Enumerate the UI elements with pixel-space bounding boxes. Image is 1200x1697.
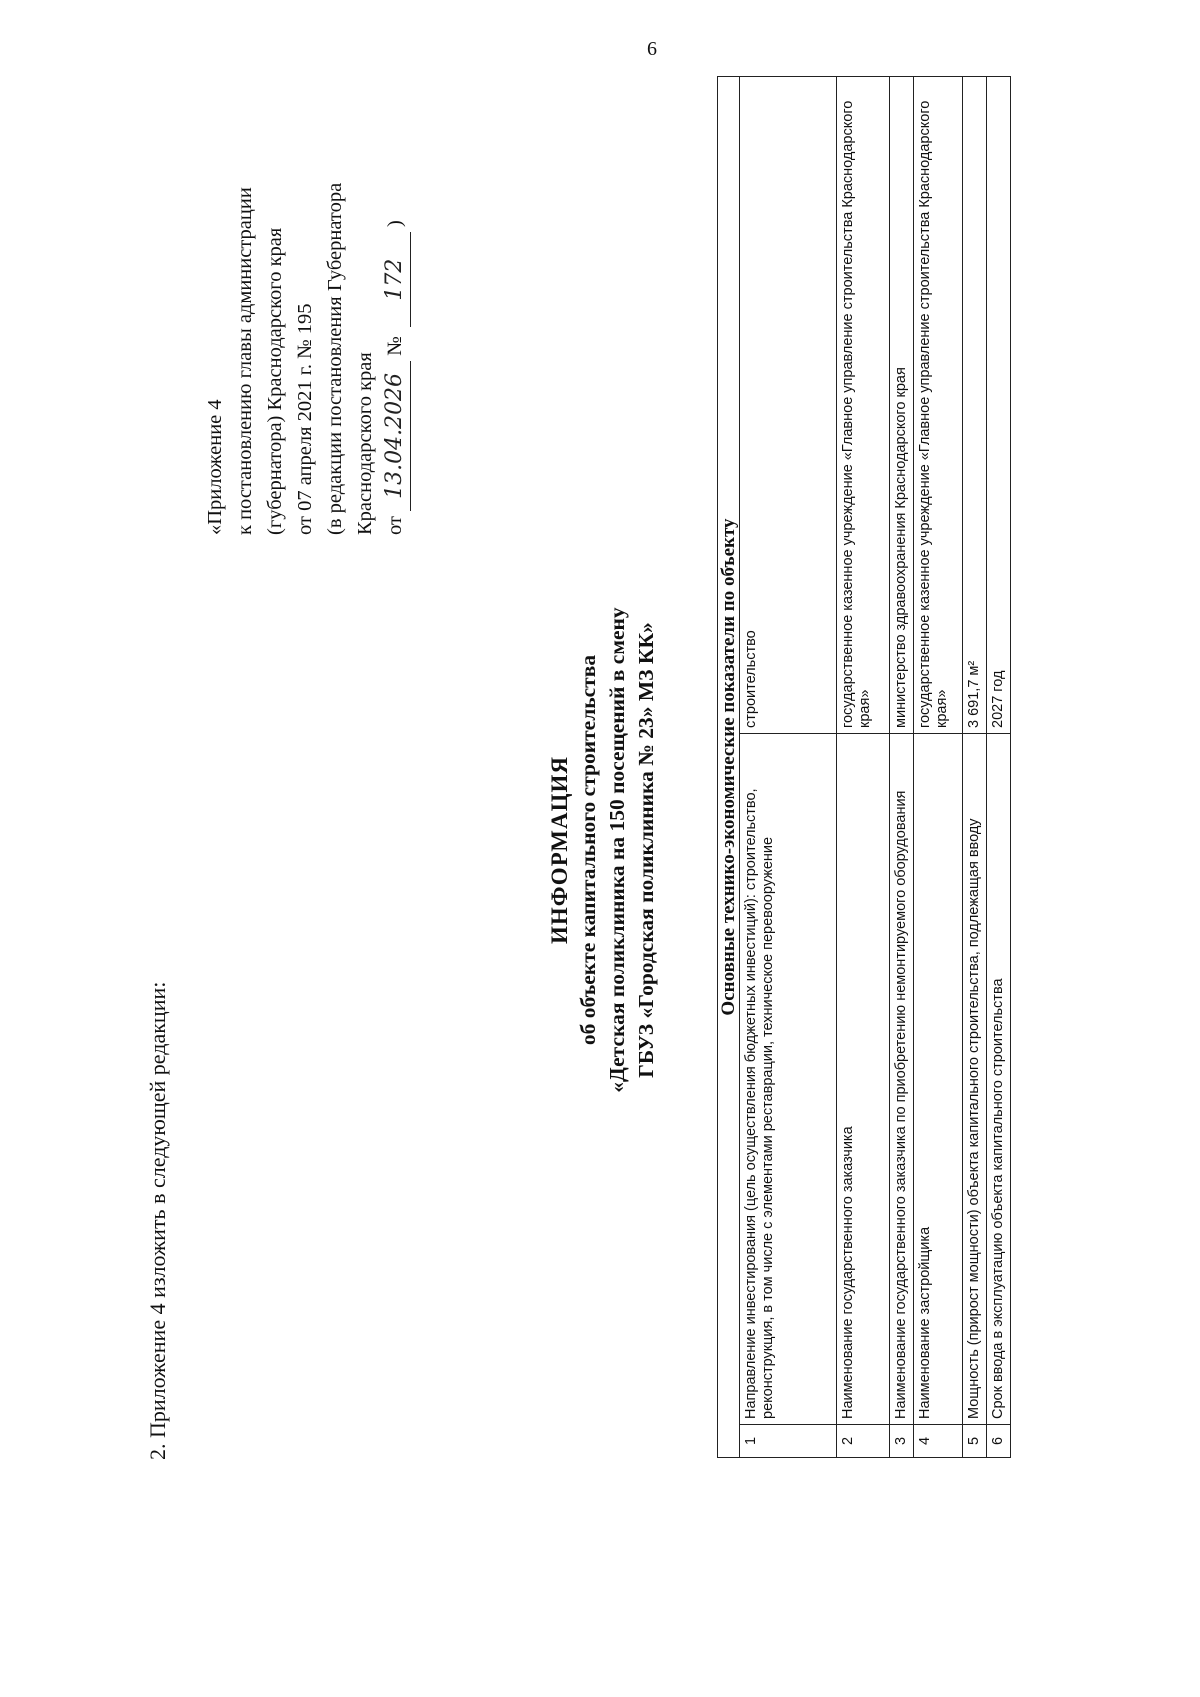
appendix-header — [200, 95, 411, 535]
handwritten-number: 172 — [380, 232, 411, 327]
rotated-content — [60, 60, 1006, 1530]
row-label: Мощность (прирост мощности) объекта капитального строительства, подлежащая вводу — [963, 734, 987, 1425]
row-number: 5 — [963, 1425, 987, 1458]
row-label: Срок ввода в эксплуатацию объекта капитального строительства — [987, 734, 1011, 1425]
row-number: 2 — [837, 1425, 890, 1458]
row-value: министерство здравоохранения Краснодарского края — [890, 77, 914, 734]
appendix-line: от 07 апреля 2021 г. № 195 — [294, 303, 316, 535]
document-title — [545, 490, 661, 1210]
row-label: Наименование государственного заказчика по приобретению немонтируемого оборудования — [890, 734, 914, 1425]
table-row — [963, 77, 987, 1458]
from-label: от — [384, 516, 406, 535]
row-value: строительство — [740, 77, 837, 734]
table-row — [740, 77, 837, 1458]
table-header: Основные технико-экономические показатели по объекту — [718, 77, 740, 1458]
row-value: 2027 год — [987, 77, 1011, 734]
table-row — [914, 77, 963, 1458]
row-number: 4 — [914, 1425, 963, 1458]
number-label: № — [384, 336, 406, 356]
row-number: 6 — [987, 1425, 1011, 1458]
table-row — [837, 77, 890, 1458]
row-value: государственное казенное учреждение «Главное управление строительства Краснодарского края» — [914, 77, 963, 734]
appendix-line: к постановлению главы администрации — [234, 187, 256, 535]
row-number: 3 — [890, 1425, 914, 1458]
row-number: 1 — [740, 1425, 837, 1458]
title-line: «Детская поликлиника на 150 посещений в смену — [605, 607, 629, 1093]
appendix-line: (в редакции постановления Губернатора — [324, 182, 346, 535]
title-line: об объекте капитального строительства — [576, 654, 600, 1046]
table-row — [987, 77, 1011, 1458]
indicators-table — [717, 76, 1011, 1458]
appendix-line: Краснодарского края — [354, 352, 376, 535]
appendix-date-line — [380, 95, 411, 535]
row-label: Наименование застройщика — [914, 734, 963, 1425]
appendix-line: «Приложение 4 — [204, 399, 226, 535]
handwritten-date: 13.04.2026 — [380, 361, 411, 511]
row-label: Наименование государственного заказчика — [837, 734, 890, 1425]
title-main: ИНФОРМАЦИЯ — [547, 755, 572, 945]
row-value: государственное казенное учреждение «Главное управление строительства Краснодарского края» — [837, 77, 890, 734]
closing-paren: ) — [384, 220, 406, 227]
row-value: 3 691,7 м² — [963, 77, 987, 734]
row-label: Направление инвестирования (цель осуществления бюджетных инвестиций): строительство, реконструкция, в том числе с элементами реставрации, техническое перевооружение — [740, 734, 837, 1425]
intro-paragraph: 2. Приложение 4 изложить в следующей редакции: — [145, 981, 170, 1460]
table-row — [890, 77, 914, 1458]
page-number: 6 — [647, 38, 657, 60]
appendix-line: (губернатора) Краснодарского края — [264, 227, 286, 535]
title-line: ГБУЗ «Городская поликлиника № 23» МЗ КК» — [634, 622, 658, 1078]
